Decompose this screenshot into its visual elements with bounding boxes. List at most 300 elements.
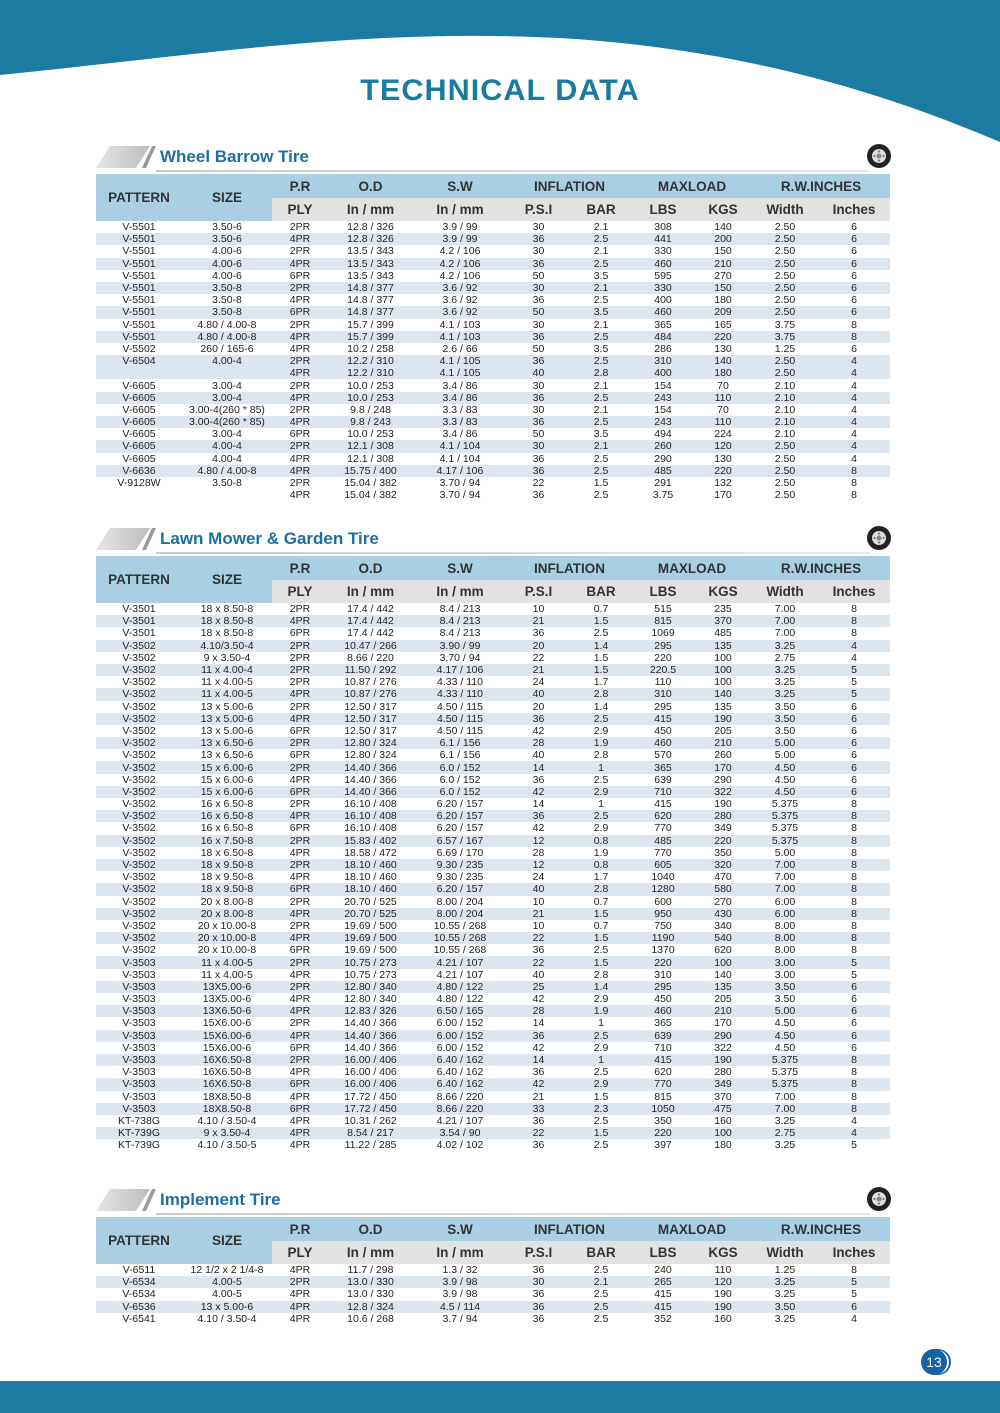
cell-od: 16.10 / 408 xyxy=(328,810,413,822)
cell-rim-inches: 4 xyxy=(851,403,857,416)
cell-ply: 2PR xyxy=(289,700,311,713)
cell-rim-inches: 4 xyxy=(851,428,857,441)
cell-sw: 6.00 / 152 xyxy=(413,1030,507,1042)
cell-bar: 1.7 xyxy=(593,871,609,884)
cell-pattern: V-3503 xyxy=(96,1078,182,1090)
cell-psi: 36 xyxy=(532,1264,545,1277)
cell-kgs: 475 xyxy=(694,1103,752,1115)
cell-lbs: 308 xyxy=(654,221,672,234)
cell-size: 11 x 4.00-5 xyxy=(201,968,253,981)
cell-psi: 42 xyxy=(532,822,545,835)
cell-lbs: 243 xyxy=(632,392,694,404)
cell-size: 13X5.00-6 xyxy=(202,993,252,1006)
divider xyxy=(156,170,870,172)
col-subheader-ply: PLY xyxy=(272,580,328,603)
cell-rim-width: 8.00 xyxy=(774,944,796,957)
cell-od: 14.8 / 377 xyxy=(347,294,394,307)
decorative-slant xyxy=(96,1189,150,1211)
cell-rim-inches: 6 xyxy=(851,700,857,713)
cell-sw: 4.50 / 115 xyxy=(413,713,507,725)
cell-kgs: 70 xyxy=(717,379,729,392)
cell-pattern: V-3502 xyxy=(96,908,182,920)
cell-psi: 30 xyxy=(532,379,545,392)
cell-bar: 2.8 xyxy=(570,367,632,379)
cell-sw: 10.55 / 268 xyxy=(413,932,507,944)
cell-rim-width: 6.00 xyxy=(752,908,818,920)
cell-od: 18.10 / 460 xyxy=(328,859,413,871)
cell-od: 8.54 / 217 xyxy=(328,1127,413,1139)
col-header-od: O.D xyxy=(328,1217,413,1241)
cell-od: 19.69 / 500 xyxy=(344,944,397,957)
table-row xyxy=(96,233,890,245)
cell-ply: 2PR xyxy=(272,1054,328,1066)
col-header-rw-inches: R.W.INCHES xyxy=(752,174,890,198)
cell-od: 12.80 / 340 xyxy=(344,993,397,1006)
page-title: TECHNICAL DATA xyxy=(360,74,640,107)
cell-psi: 30 xyxy=(532,403,545,416)
table-row xyxy=(96,1091,890,1103)
cell-rim-width: 3.25 xyxy=(774,1312,796,1325)
cell-size: 15X6.00-6 xyxy=(182,1030,272,1042)
cell-rim-width: 2.50 xyxy=(774,221,796,234)
cell-ply: 4PR xyxy=(289,1090,311,1103)
table-row xyxy=(96,416,890,428)
cell-lbs: 750 xyxy=(654,919,672,932)
cell-rim-inches: 8 xyxy=(851,846,857,859)
cell-pattern: V-3503 xyxy=(122,1017,156,1030)
cell-pattern: V-3503 xyxy=(122,1041,156,1054)
cell-psi: 36 xyxy=(507,392,570,404)
cell-lbs: 220 xyxy=(632,1127,694,1139)
cell-bar: 1.4 xyxy=(570,640,632,652)
cell-kgs: 130 xyxy=(714,452,732,465)
cell-lbs: 605 xyxy=(632,859,694,871)
col-subheader-sw-unit: In / mm xyxy=(413,1241,507,1264)
cell-pattern: V-3502 xyxy=(96,688,182,700)
cell-psi: 36 xyxy=(507,416,570,428)
table-row xyxy=(96,603,890,615)
cell-ply: 2PR xyxy=(289,603,311,616)
cell-psi: 21 xyxy=(507,908,570,920)
cell-rim-width: 2.50 xyxy=(752,233,818,245)
cell-bar: 2.1 xyxy=(570,1276,632,1288)
cell-rim-inches: 6 xyxy=(851,342,857,355)
cell-rim-inches: 4 xyxy=(851,651,857,664)
table-row xyxy=(96,737,890,749)
cell-lbs: 154 xyxy=(654,379,672,392)
cell-od: 19.69 / 500 xyxy=(328,932,413,944)
cell-psi: 24 xyxy=(532,871,545,884)
cell-pattern: KT-739G xyxy=(96,1127,182,1139)
cell-rim-width: 3.50 xyxy=(774,724,796,737)
cell-pattern: V-3503 xyxy=(96,981,182,993)
cell-kgs: 290 xyxy=(714,773,732,786)
table-row xyxy=(96,701,890,713)
section-header xyxy=(96,526,890,556)
cell-size: 18 x 6.50-8 xyxy=(200,846,254,859)
cell-pattern: V-3503 xyxy=(96,956,182,968)
cell-rim-inches: 4 xyxy=(851,1312,857,1325)
cell-size: 11 x 4.00-4 xyxy=(182,664,272,676)
cell-size: 3.50-6 xyxy=(182,233,272,245)
cell-size: 4.10 / 3.50-4 xyxy=(197,1312,257,1325)
cell-od: 18.10 / 460 xyxy=(344,871,397,884)
cell-od: 10.6 / 268 xyxy=(347,1312,394,1325)
cell-bar: 2.5 xyxy=(593,1288,609,1301)
cell-bar: 1.5 xyxy=(570,1127,632,1139)
cell-size: 16 x 6.50-8 xyxy=(200,822,254,835)
cell-od: 12.83 / 326 xyxy=(328,1005,413,1017)
col-header-pr: P.R xyxy=(272,1217,328,1241)
cell-ply: 2PR xyxy=(289,221,311,234)
table-row xyxy=(96,908,890,920)
table-row xyxy=(96,725,890,737)
cell-rim-width: 7.00 xyxy=(752,859,818,871)
cell-od: 15.75 / 400 xyxy=(328,465,413,477)
cell-pattern: V-3502 xyxy=(122,895,156,908)
cell-rim-inches: 8 xyxy=(818,932,890,944)
cell-rim-inches: 8 xyxy=(818,615,890,627)
cell-rim-width: 2.10 xyxy=(774,379,796,392)
table-row xyxy=(96,1017,890,1029)
cell-kgs: 110 xyxy=(714,1264,732,1277)
cell-lbs: 1190 xyxy=(632,932,694,944)
cell-lbs: 710 xyxy=(654,1041,672,1054)
cell-kgs: 322 xyxy=(694,786,752,798)
cell-od: 13.5 / 343 xyxy=(347,269,394,282)
cell-rim-inches: 6 xyxy=(818,1030,890,1042)
col-header-od: O.D xyxy=(328,556,413,580)
table-row xyxy=(96,871,890,883)
cell-kgs: 470 xyxy=(714,871,732,884)
table-row xyxy=(96,1288,890,1300)
cell-bar: 1.5 xyxy=(593,1090,609,1103)
cell-sw: 8.4 / 213 xyxy=(439,603,481,616)
cell-psi: 20 xyxy=(507,640,570,652)
cell-pattern: V-3503 xyxy=(122,968,156,981)
section-header xyxy=(96,144,890,174)
cell-kgs: 350 xyxy=(714,846,732,859)
cell-psi: 24 xyxy=(532,676,545,689)
cell-bar: 2.5 xyxy=(570,392,632,404)
cell-kgs: 100 xyxy=(694,956,752,968)
cell-lbs: 295 xyxy=(654,700,672,713)
cell-rim-inches: 5 xyxy=(818,688,890,700)
cell-size: 16X6.50-8 xyxy=(182,1054,272,1066)
cell-bar: 0.8 xyxy=(570,835,632,847)
cell-pattern: KT-739G xyxy=(117,1139,161,1152)
cell-bar: 2.8 xyxy=(593,749,609,762)
cell-kgs: 370 xyxy=(694,615,752,627)
cell-od: 10.31 / 262 xyxy=(344,1114,397,1127)
cell-kgs: 120 xyxy=(694,1276,752,1288)
cell-od: 17.4 / 442 xyxy=(328,615,413,627)
cell-rim-width: 7.00 xyxy=(774,871,796,884)
cell-od: 13.5 / 343 xyxy=(347,245,394,258)
cell-od: 18.10 / 460 xyxy=(328,883,413,895)
cell-pattern: V-3503 xyxy=(96,1005,182,1017)
cell-rim-inches: 8 xyxy=(851,822,857,835)
cell-od: 12.80 / 324 xyxy=(328,737,413,749)
cell-rim-width: 2.50 xyxy=(774,269,796,282)
cell-rim-inches: 6 xyxy=(851,294,857,307)
cell-psi: 36 xyxy=(507,713,570,725)
col-header-inflation: INFLATION xyxy=(507,1217,632,1241)
cell-sw: 4.1 / 105 xyxy=(413,367,507,379)
cell-od: 15.04 / 382 xyxy=(344,489,397,502)
cell-psi: 14 xyxy=(532,1017,545,1030)
cell-size: 9 x 3.50-4 xyxy=(182,1127,272,1139)
cell-rim-inches: 8 xyxy=(851,919,857,932)
table-row xyxy=(96,1078,890,1090)
cell-size: 13 x 5.00-6 xyxy=(182,713,272,725)
cell-ply: 4PR xyxy=(289,1114,311,1127)
cell-psi: 28 xyxy=(532,846,545,859)
header-row xyxy=(96,1217,890,1241)
cell-od: 12.8 / 326 xyxy=(347,221,394,234)
table-row xyxy=(96,1115,890,1127)
cell-ply: 6PR xyxy=(289,944,311,957)
cell-psi: 36 xyxy=(507,331,570,343)
cell-ply: 4PR xyxy=(272,1127,328,1139)
col-header-od: O.D xyxy=(328,174,413,198)
tire-icon xyxy=(866,143,892,169)
cell-sw: 6.20 / 157 xyxy=(436,798,484,811)
decorative-slant xyxy=(96,528,150,550)
table-row xyxy=(96,294,890,306)
cell-lbs: 1069 xyxy=(651,627,675,640)
cell-ply: 4PR xyxy=(289,871,311,884)
table-row xyxy=(96,270,890,282)
col-header-sw: S.W xyxy=(413,174,507,198)
cell-kgs: 70 xyxy=(717,403,729,416)
cell-lbs: 400 xyxy=(632,367,694,379)
cell-bar: 2.5 xyxy=(593,1114,609,1127)
cell-bar: 1.5 xyxy=(570,615,632,627)
cell-rim-inches: 6 xyxy=(851,1017,857,1030)
cell-ply: 2PR xyxy=(272,440,328,452)
table-row xyxy=(96,664,890,676)
cell-kgs: 430 xyxy=(694,908,752,920)
cell-psi: 10 xyxy=(532,919,545,932)
cell-ply: 2PR xyxy=(272,355,328,367)
cell-kgs: 170 xyxy=(694,761,752,773)
cell-pattern: V-3502 xyxy=(96,859,182,871)
table-row xyxy=(96,859,890,871)
cell-lbs: 600 xyxy=(654,895,672,908)
cell-pattern: V-3502 xyxy=(96,737,182,749)
cell-sw: 4.2 / 106 xyxy=(413,258,507,270)
cell-lbs: 1280 xyxy=(632,883,694,895)
cell-kgs: 170 xyxy=(714,489,732,502)
cell-ply: 4PR xyxy=(272,233,328,245)
cell-size: 18X8.50-8 xyxy=(202,1090,252,1103)
cell-psi: 36 xyxy=(532,1066,545,1079)
cell-kgs: 280 xyxy=(714,1066,732,1079)
cell-ply: 4PR xyxy=(289,489,311,502)
cell-sw: 4.21 / 107 xyxy=(413,956,507,968)
cell-lbs: 291 xyxy=(654,477,672,490)
cell-pattern xyxy=(96,367,182,379)
cell-sw: 4.80 / 122 xyxy=(436,993,484,1006)
cell-size: 4.80 / 4.00-8 xyxy=(197,318,257,331)
cell-lbs: 310 xyxy=(632,355,694,367)
cell-psi: 28 xyxy=(507,737,570,749)
cell-psi: 40 xyxy=(507,688,570,700)
cell-lbs: 515 xyxy=(654,603,672,616)
cell-kgs: 200 xyxy=(694,233,752,245)
cell-sw: 1.3 / 32 xyxy=(442,1264,478,1277)
section-implement-tire xyxy=(96,1187,890,1325)
table-row xyxy=(96,343,890,355)
cell-sw: 6.40 / 162 xyxy=(436,1066,484,1079)
cell-rim-inches: 8 xyxy=(851,871,857,884)
cell-rim-width: 1.25 xyxy=(774,1264,796,1277)
cell-rim-width: 2.50 xyxy=(752,465,818,477)
cell-lbs: 220 xyxy=(632,956,694,968)
cell-ply: 4PR xyxy=(272,688,328,700)
cell-ply: 4PR xyxy=(272,367,328,379)
cell-rim-inches: 6 xyxy=(818,1301,890,1313)
cell-bar: 1.7 xyxy=(593,676,609,689)
cell-bar: 2.5 xyxy=(593,1139,609,1152)
cell-pattern: V-6605 xyxy=(96,416,182,428)
cell-kgs: 190 xyxy=(694,1054,752,1066)
cell-ply: 4PR xyxy=(272,258,328,270)
section-title: Implement Tire xyxy=(160,1190,281,1209)
cell-od: 9.8 / 248 xyxy=(350,403,391,416)
col-header-size: SIZE xyxy=(182,174,272,221)
cell-rim-width: 2.75 xyxy=(774,651,796,664)
cell-rim-width: 2.50 xyxy=(774,245,796,258)
cell-ply: 4PR xyxy=(289,1312,311,1325)
cell-rim-width: 3.25 xyxy=(752,1276,818,1288)
col-header-inflation: INFLATION xyxy=(507,174,632,198)
cell-lbs: 350 xyxy=(654,1114,672,1127)
cell-sw: 4.33 / 110 xyxy=(413,688,507,700)
cell-od: 11.7 / 298 xyxy=(347,1264,394,1277)
cell-kgs: 485 xyxy=(714,627,732,640)
cell-rim-width: 6.00 xyxy=(774,895,796,908)
col-subheader-od-unit: In / mm xyxy=(328,1241,413,1264)
cell-kgs: 620 xyxy=(714,944,732,957)
cell-od: 12.50 / 317 xyxy=(344,724,397,737)
cell-sw: 3.3 / 83 xyxy=(413,416,507,428)
cell-kgs: 140 xyxy=(714,968,732,981)
cell-size: 13 x 5.00-6 xyxy=(200,700,254,713)
cell-rim-inches: 6 xyxy=(851,245,857,258)
cell-psi: 12 xyxy=(507,859,570,871)
cell-bar: 1.5 xyxy=(593,477,609,490)
cell-od: 12.50 / 317 xyxy=(328,713,413,725)
cell-size: 20 x 8.00-8 xyxy=(182,908,272,920)
cell-kgs: 322 xyxy=(714,1041,732,1054)
cell-psi: 14 xyxy=(507,761,570,773)
cell-rim-width: 3.50 xyxy=(752,713,818,725)
cell-bar: 2.8 xyxy=(570,688,632,700)
cell-od: 16.00 / 406 xyxy=(344,1066,397,1079)
cell-bar: 1 xyxy=(598,1017,604,1030)
cell-bar: 2.1 xyxy=(570,282,632,294)
cell-sw: 6.1 / 156 xyxy=(413,737,507,749)
cell-size: 11 x 4.00-5 xyxy=(182,688,272,700)
cell-sw: 3.9 / 99 xyxy=(413,233,507,245)
cell-ply: 4PR xyxy=(272,331,328,343)
cell-lbs: 352 xyxy=(654,1312,672,1325)
cell-bar: 1 xyxy=(598,798,604,811)
cell-kgs: 235 xyxy=(714,603,732,616)
cell-kgs: 210 xyxy=(694,1005,752,1017)
cell-ply: 4PR xyxy=(272,810,328,822)
cell-ply: 6PR xyxy=(272,1078,328,1090)
cell-rim-inches: 8 xyxy=(818,883,890,895)
cell-pattern: V-6605 xyxy=(122,428,156,441)
cell-rim-width: 2.10 xyxy=(752,392,818,404)
section-header xyxy=(96,1187,890,1217)
table-row xyxy=(96,956,890,968)
cell-kgs: 340 xyxy=(714,919,732,932)
cell-kgs: 150 xyxy=(694,282,752,294)
cell-kgs: 190 xyxy=(714,1288,732,1301)
cell-psi: 21 xyxy=(532,1090,545,1103)
cell-kgs: 349 xyxy=(694,1078,752,1090)
cell-od: 15.83 / 402 xyxy=(328,835,413,847)
cell-bar: 2.5 xyxy=(570,258,632,270)
cell-od: 12.8 / 326 xyxy=(328,233,413,245)
col-subheader-inches: Inches xyxy=(818,198,890,221)
cell-lbs: 365 xyxy=(654,1017,672,1030)
cell-ply: 6PR xyxy=(289,627,311,640)
table-row xyxy=(96,428,890,440)
cell-sw: 6.69 / 170 xyxy=(436,846,484,859)
cell-psi: 40 xyxy=(507,883,570,895)
cell-ply: 4PR xyxy=(289,993,311,1006)
cell-ply: 2PR xyxy=(272,981,328,993)
cell-sw: 4.80 / 122 xyxy=(413,981,507,993)
col-subheader-psi: P.S.I xyxy=(507,198,570,221)
cell-rim-width: 7.00 xyxy=(774,627,796,640)
cell-ply: 4PR xyxy=(272,615,328,627)
cell-ply: 6PR xyxy=(272,786,328,798)
cell-size: 16X6.50-8 xyxy=(182,1078,272,1090)
cell-lbs: 950 xyxy=(632,908,694,920)
cell-size: 11 x 4.00-5 xyxy=(182,956,272,968)
cell-rim-inches: 5 xyxy=(851,676,857,689)
table-row xyxy=(96,835,890,847)
cell-psi: 36 xyxy=(507,810,570,822)
cell-pattern: V-6605 xyxy=(96,440,182,452)
cell-pattern: V-3502 xyxy=(122,700,156,713)
cell-sw: 4.21 / 107 xyxy=(436,968,484,981)
cell-od: 9.8 / 243 xyxy=(328,416,413,428)
cell-sw: 3.70 / 94 xyxy=(439,489,481,502)
cell-od: 10.0 / 253 xyxy=(328,392,413,404)
cell-od: 12.80 / 340 xyxy=(328,981,413,993)
col-header-pr: P.R xyxy=(272,174,328,198)
col-subheader-ply: PLY xyxy=(272,198,328,221)
cell-pattern: V-3501 xyxy=(122,627,156,640)
cell-lbs: 770 xyxy=(632,1078,694,1090)
cell-size: 4.00-4 xyxy=(182,355,272,367)
cell-od: 10.87 / 276 xyxy=(344,676,397,689)
cell-ply: 2PR xyxy=(289,798,311,811)
col-subheader-lbs: LBS xyxy=(632,198,694,221)
cell-bar: 2.1 xyxy=(593,221,609,234)
cell-sw: 4.2 / 106 xyxy=(439,269,481,282)
cell-rim-inches: 5 xyxy=(851,968,857,981)
cell-ply: 4PR xyxy=(289,1139,311,1152)
cell-psi: 40 xyxy=(532,749,545,762)
